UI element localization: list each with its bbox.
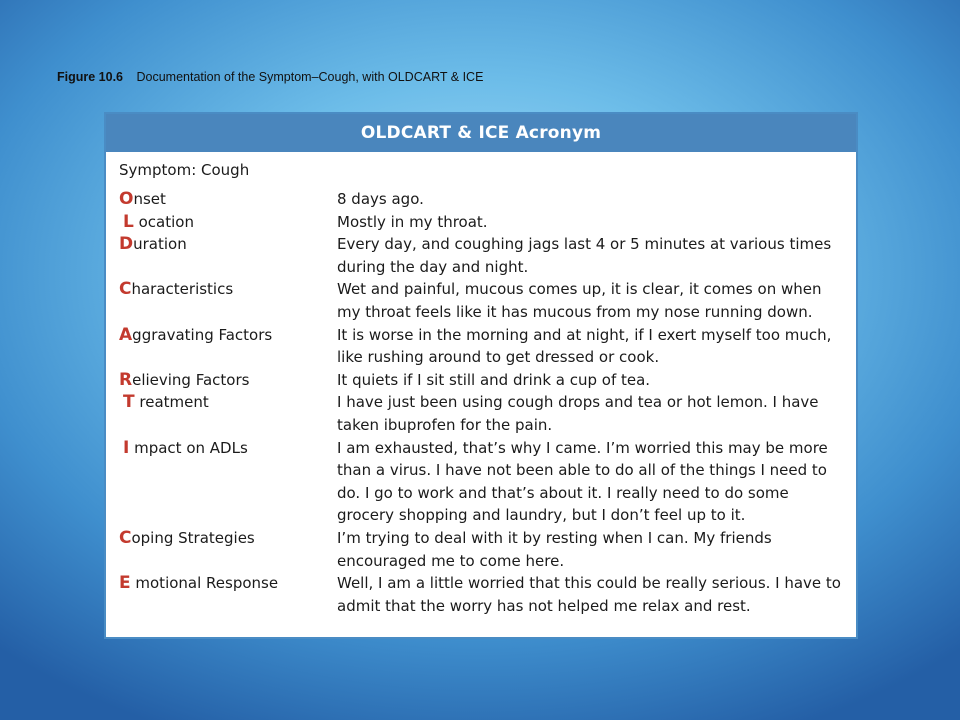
term-rest: reatment [134,393,209,412]
acronym-letter: T [123,392,135,413]
table-row [119,188,856,211]
row-term [119,233,337,278]
table-row [119,211,856,234]
row-term [119,369,337,392]
row-description: Well, I am a little worried that this could be really serious. I have to admit that the worry has not helped me relax and rest. [337,574,841,615]
row-description: I’m trying to deal with it by resting when I can. My friends encouraged me to come here. [337,528,772,570]
row-description: Every day, and coughing jags last 4 or 5 minutes at various times during the day and night. [337,235,832,276]
term-rest: ocation [133,212,194,231]
row-term [119,391,337,436]
symptom-label: Symptom: Cough [119,161,250,179]
term-rest: oping Strategies [131,528,255,547]
term-rest: mpact on ADLs [129,438,248,457]
table-body [106,152,856,617]
row-term [119,527,337,572]
acronym-letter: C [119,527,132,548]
row-term [119,437,337,527]
row-description: It quiets if I sit still and drink a cup of tea. [337,370,651,389]
table-row [119,437,856,527]
term-rest: nset [133,190,166,208]
figure-number: Figure 10.6 [57,70,123,84]
term-rest: uration [133,235,187,254]
acronym-letter: O [119,189,134,209]
table-row [119,391,856,436]
term-rest: haracteristics [131,280,234,299]
acronym-letter: E [119,573,131,594]
row-term [119,188,337,211]
figure-caption [57,70,483,84]
acronym-letter: R [119,369,133,390]
figure-caption-text: Documentation of the Symptom–Cough, with OLDCART & ICE [136,70,484,84]
table-title: OLDCART & ICE Acronym [106,114,856,152]
table-row [119,572,856,617]
row-term [119,324,337,369]
term-rest: motional Response [130,574,279,593]
table-row [119,369,856,392]
row-description: It is worse in the morning and at night, if I exert myself too much, like rushing around to get dressed or cook. [337,325,832,367]
row-description: Mostly in my throat. [337,212,488,231]
row-term [119,572,337,617]
table-row [119,527,856,572]
row-description: Wet and painful, mucous comes up, it is clear, it comes on when my throat feels like it has mucous from my nose running down. [337,280,822,321]
row-description: I have just been using cough drops and tea or hot lemon. I have taken ibuprofen for the pain. [337,393,819,434]
table-row [119,324,856,369]
row-description: 8 days ago. [337,190,424,208]
term-rest: ggravating Factors [132,325,273,344]
row-term [119,211,337,234]
table-row [119,278,856,323]
table-row [119,233,856,278]
term-rest: elieving Factors [132,370,250,389]
acronym-letter: L [123,211,134,232]
acronym-letter: A [119,324,133,345]
acronym-table [104,112,858,639]
row-description: I am exhausted, that’s why I came. I’m worried this may be more than a virus. I have not been able to do all of the things I need to do. I go to work and that’s about it. I really need to do some grocery shopping and laundry, but I don’t feel up to it. [337,438,828,525]
row-term [119,278,337,323]
acronym-letter: I [123,437,130,458]
acronym-letter: C [119,279,132,300]
acronym-letter: D [119,234,134,255]
